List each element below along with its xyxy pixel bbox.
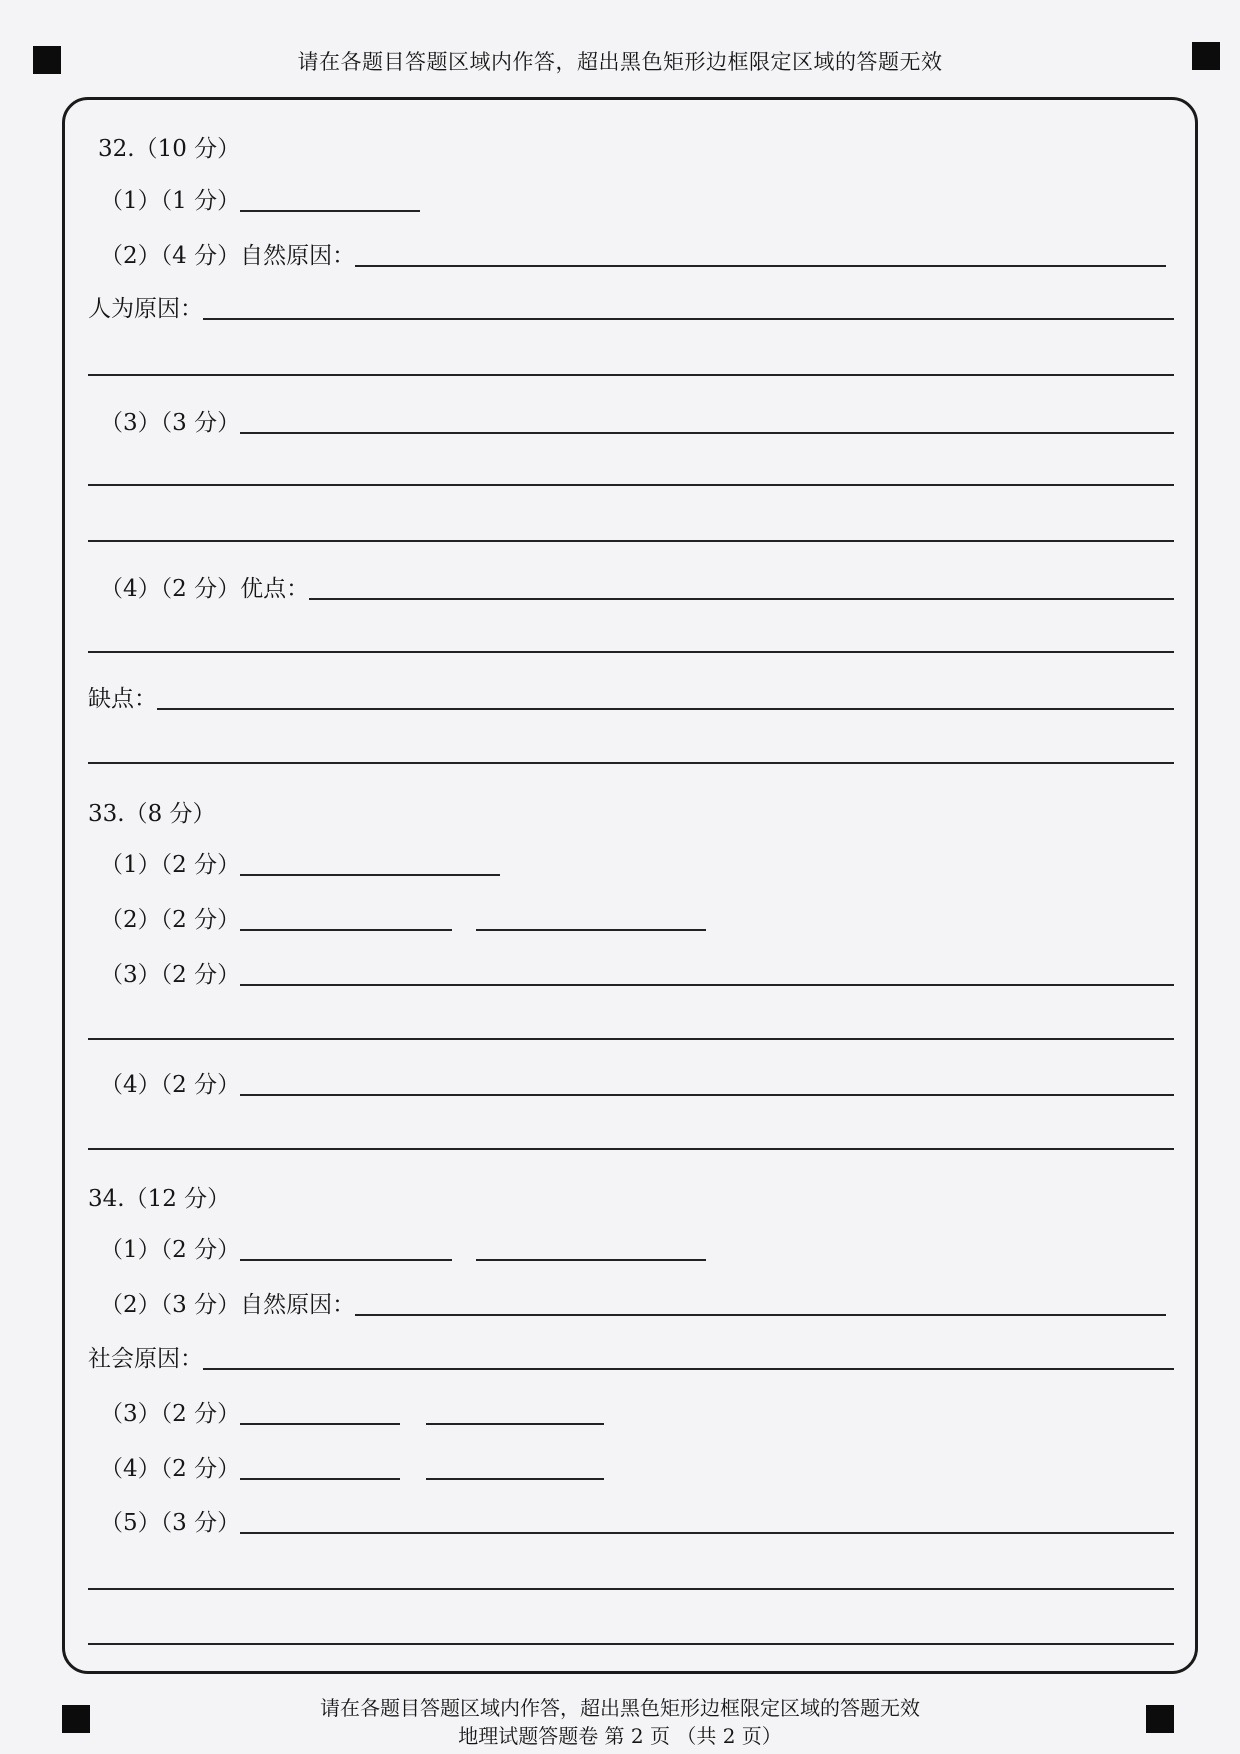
q34-part2-natural-answer-line[interactable]	[355, 1313, 1166, 1316]
q34-part2	[100, 1282, 1166, 1322]
q33-part2	[100, 897, 1174, 937]
q32-part3-label: （3）（3 分）	[100, 410, 241, 436]
q32-part2-label: （2）（4 分）自然原因：	[100, 243, 356, 269]
q34-part1-label: （1）（2 分）	[100, 1237, 241, 1263]
answer-line[interactable]	[88, 651, 1174, 653]
q34-title: 34.（12 分）	[88, 1186, 231, 1212]
q34-part5-answer-line[interactable]	[240, 1531, 1174, 1534]
q34-part4-answer-line-b[interactable]	[426, 1477, 604, 1480]
footer-notice: 请在各题目答题区域内作答，超出黑色矩形边框限定区域的答题无效	[320, 1696, 920, 1720]
q34-part3	[100, 1391, 1174, 1431]
q33-part2-answer-line-a[interactable]	[240, 928, 452, 931]
q32-part2-human-label: 人为原因：	[88, 296, 203, 322]
q33-part1-label: （1）（2 分）	[100, 852, 241, 878]
q32-part1-answer-line[interactable]	[240, 209, 420, 212]
q34-part2-social-label: 社会原因：	[88, 1346, 203, 1372]
q34-part3-label: （3）（2 分）	[100, 1401, 241, 1427]
q32-part1	[100, 178, 1174, 218]
q34-part3-answer-line-a[interactable]	[240, 1422, 400, 1425]
q32-part4-pros-answer-line[interactable]	[309, 597, 1174, 600]
answer-line[interactable]	[88, 484, 1174, 486]
q32-part4-cons	[88, 676, 1174, 716]
q33-part4-label: （4）（2 分）	[100, 1072, 241, 1098]
q33-part4-answer-line[interactable]	[240, 1093, 1174, 1096]
q32-part2-human	[88, 286, 1174, 326]
q32-part4-cons-label: 缺点：	[88, 686, 157, 712]
answer-line[interactable]	[88, 1588, 1174, 1590]
footer-page-number: 地理试题答题卷 第 2 页 （共 2 页）	[458, 1724, 782, 1748]
q34-part5-label: （5）（3 分）	[100, 1510, 241, 1536]
q34-part4	[100, 1446, 1174, 1486]
answer-frame	[62, 97, 1198, 1674]
q33-part3-answer-line[interactable]	[240, 983, 1174, 986]
q32-part3-answer-line[interactable]	[240, 431, 1174, 434]
q34-part2-social-answer-line[interactable]	[203, 1367, 1174, 1370]
answer-line[interactable]	[88, 374, 1174, 376]
q34-part2-label: （2）（3 分）自然原因：	[100, 1292, 356, 1318]
answer-line[interactable]	[88, 1148, 1174, 1150]
q34-part4-label: （4）（2 分）	[100, 1456, 241, 1482]
q33-title: 33.（8 分）	[88, 801, 216, 827]
q34-part1-answer-line-a[interactable]	[240, 1258, 452, 1261]
q33-part2-answer-line-b[interactable]	[476, 928, 706, 931]
q33-part2-label: （2）（2 分）	[100, 907, 241, 933]
q32-part4	[100, 566, 1174, 606]
q32-part2	[100, 233, 1166, 273]
q32-part4-label: （4）（2 分）优点：	[100, 576, 310, 602]
q34-part1	[100, 1227, 1174, 1267]
answer-line[interactable]	[88, 762, 1174, 764]
q33-part4	[100, 1062, 1174, 1102]
q34-part1-answer-line-b[interactable]	[476, 1258, 706, 1261]
q33-part3-label: （3）（2 分）	[100, 962, 241, 988]
answer-line[interactable]	[88, 1643, 1174, 1645]
q32-part1-label: （1）（1 分）	[100, 188, 241, 214]
q34-part4-answer-line-a[interactable]	[240, 1477, 400, 1480]
q34-part5	[100, 1500, 1174, 1540]
q32-part2-natural-answer-line[interactable]	[355, 264, 1166, 267]
q32-part3	[100, 400, 1174, 440]
q32-title: 32.（10 分）	[98, 136, 241, 162]
q33-part1-answer-line[interactable]	[240, 873, 500, 876]
answer-line[interactable]	[88, 1038, 1174, 1040]
answer-line[interactable]	[88, 540, 1174, 542]
header-notice: 请在各题目答题区域内作答，超出黑色矩形边框限定区域的答题无效	[297, 50, 943, 74]
q33-part3	[100, 952, 1174, 992]
q32-part4-cons-answer-line[interactable]	[157, 707, 1174, 710]
q33-part1	[100, 842, 1174, 882]
q32-part2-human-answer-line[interactable]	[203, 317, 1174, 320]
q34-part2-social	[88, 1336, 1174, 1376]
q34-part3-answer-line-b[interactable]	[426, 1422, 604, 1425]
